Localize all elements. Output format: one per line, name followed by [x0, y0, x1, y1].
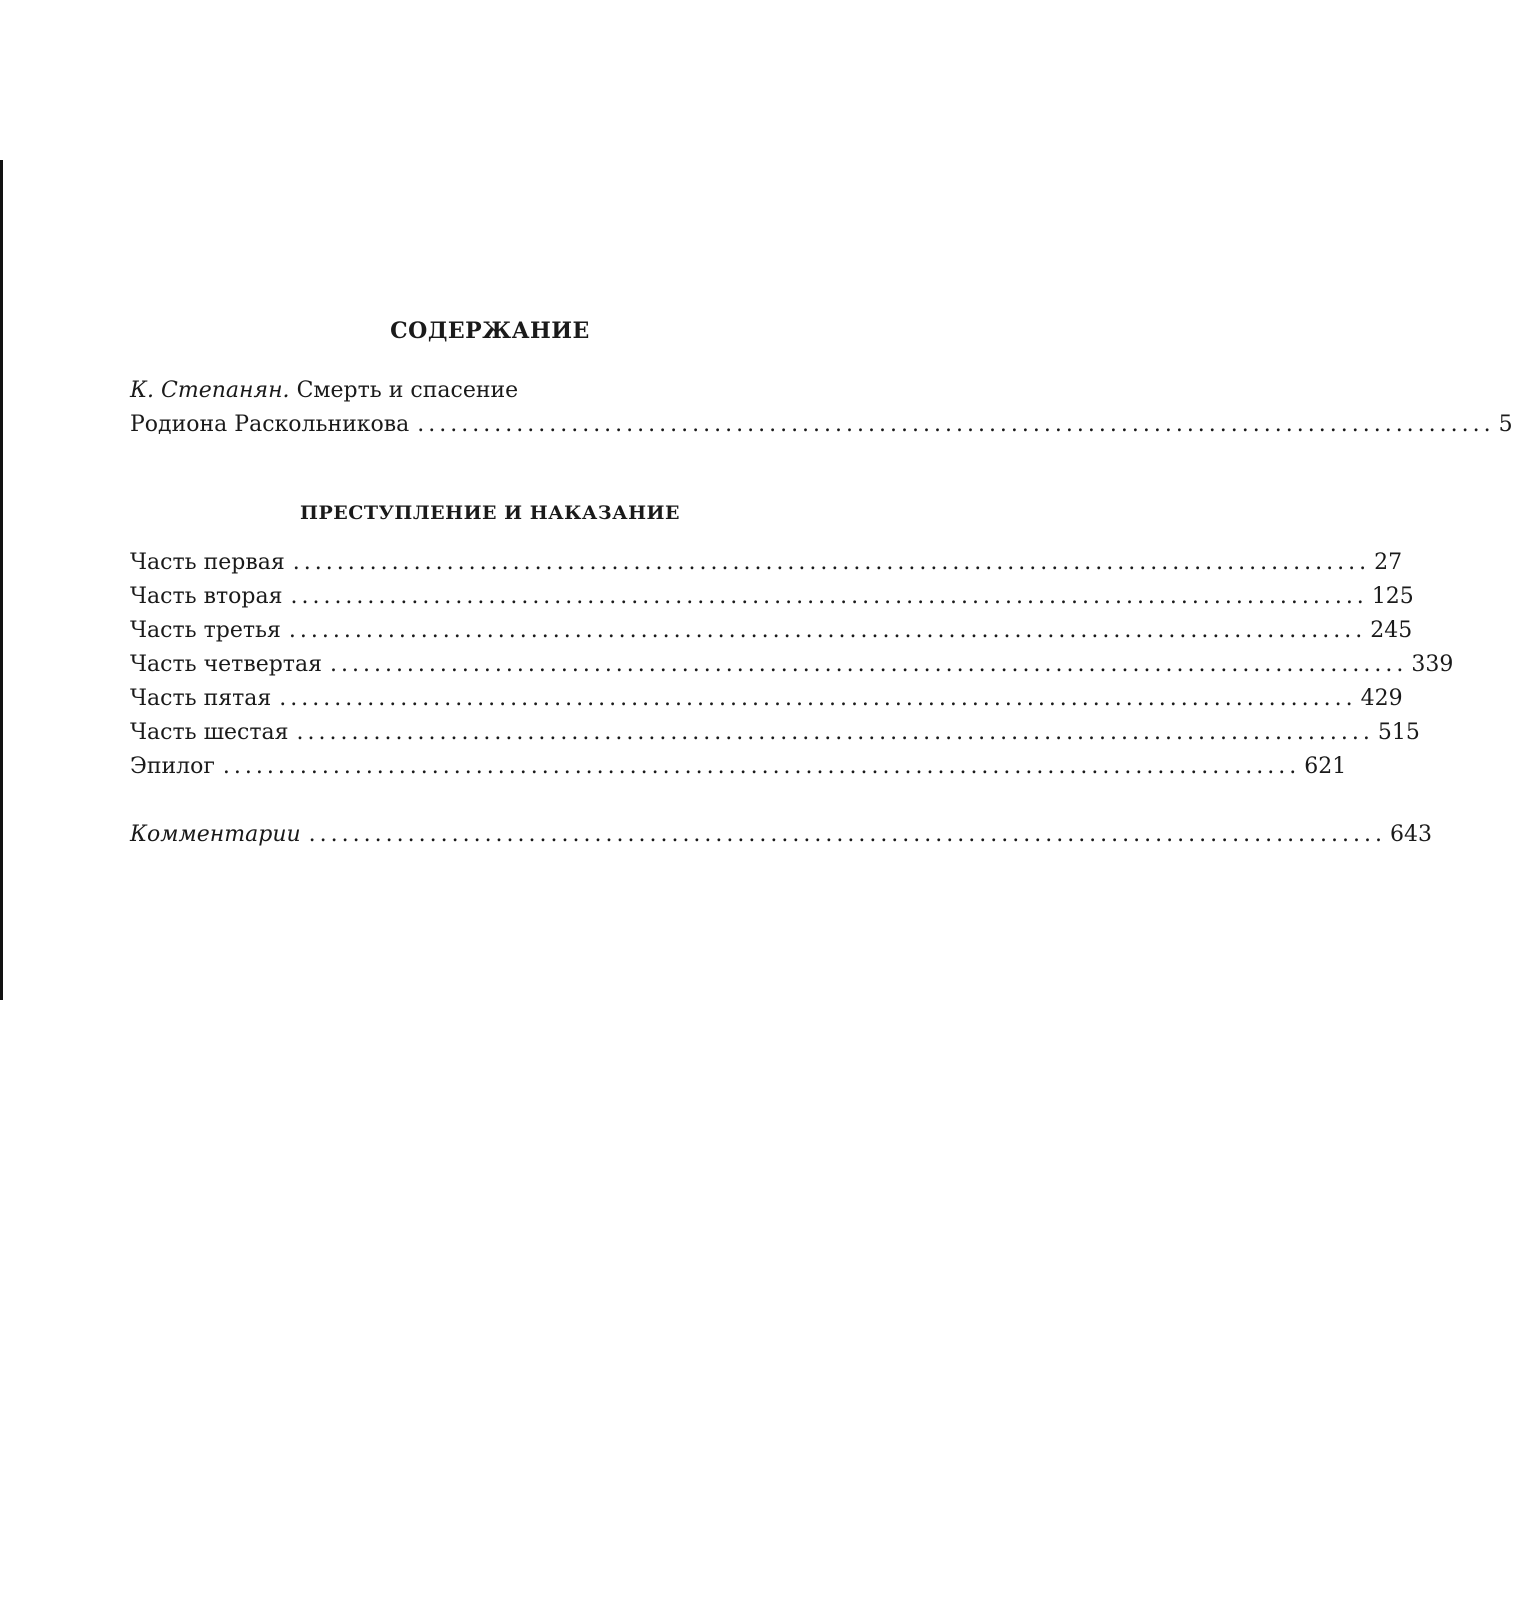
commentary-label: Комментарии	[130, 822, 301, 847]
toc-entry-page: 27	[1374, 550, 1403, 575]
leader-dots: ..................................................................................................	[329, 652, 1408, 677]
toc-entry-page: 125	[1371, 584, 1414, 609]
toc-entry-label: Часть вторая	[130, 584, 283, 609]
leader-dots: ..................................................................................................	[296, 720, 1374, 745]
toc-entry-essay[interactable]	[130, 410, 1513, 440]
toc-entry-commentary[interactable]	[130, 820, 1433, 850]
toc-entry-page: 429	[1360, 686, 1403, 711]
toc-entry[interactable]	[130, 752, 1347, 782]
leader-dots: ..................................................................................................	[308, 822, 1387, 847]
page-edge-line	[0, 160, 3, 1000]
essay-title-line2: Родиона Раскольникова	[130, 412, 410, 437]
contents-title: СОДЕРЖАНИЕ	[390, 318, 590, 344]
leader-dots: ..................................................................................................	[417, 412, 1495, 437]
toc-entry[interactable]	[130, 616, 1413, 646]
toc-entry-label: Эпилог	[130, 754, 215, 779]
leader-dots: ..................................................................................................	[279, 686, 1357, 711]
toc-entry[interactable]	[130, 718, 1420, 748]
essay-title-line1: Смерть и спасение	[296, 378, 519, 403]
toc-entry[interactable]	[130, 582, 1414, 612]
leader-dots: ..................................................................................................	[290, 584, 1368, 609]
novel-title: ПРЕСТУПЛЕНИЕ И НАКАЗАНИЕ	[300, 502, 680, 524]
toc-entry-label: Часть пятая	[130, 686, 272, 711]
leader-dots: ..................................................................................................	[288, 618, 1367, 643]
essay-page-number: 5	[1498, 412, 1513, 437]
toc-entry-page: 245	[1370, 618, 1413, 643]
toc-entry[interactable]	[130, 684, 1403, 714]
toc-entry[interactable]	[130, 650, 1454, 680]
essay-line-1	[130, 376, 850, 406]
leader-dots: ..................................................................................................	[292, 550, 1371, 575]
toc-entry-page: 339	[1411, 652, 1454, 677]
toc-entry-page: 515	[1377, 720, 1420, 745]
toc-entry-label: Часть шестая	[130, 720, 289, 745]
toc-entry-label: Часть первая	[130, 550, 285, 575]
toc-entry-page: 621	[1304, 754, 1347, 779]
toc-entry-label: Часть четвертая	[130, 652, 322, 677]
toc-entry-label: Часть третья	[130, 618, 281, 643]
commentary-page-number: 643	[1390, 822, 1433, 847]
essay-author: К. Степанян.	[130, 378, 290, 403]
toc-entry[interactable]	[130, 548, 1403, 578]
leader-dots: ..................................................................................................	[222, 754, 1301, 779]
